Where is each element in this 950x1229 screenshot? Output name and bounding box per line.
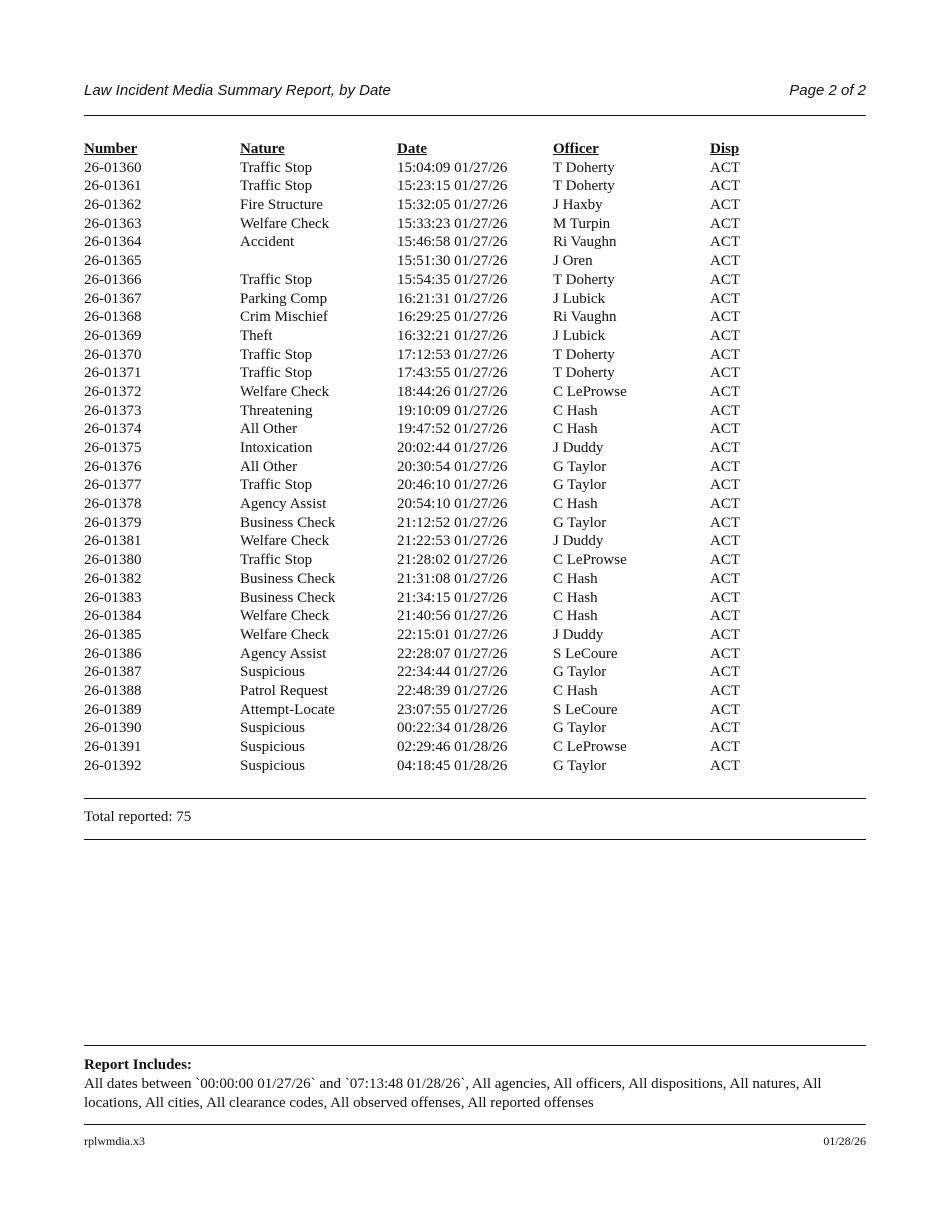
incident-date: 20:46:10 01/27/26: [397, 477, 508, 494]
incident-officer: C LeProwse: [553, 552, 627, 569]
incident-disp: ACT: [710, 720, 740, 737]
incident-date: 21:31:08 01/27/26: [397, 570, 508, 587]
table-row: [84, 196, 866, 215]
incident-number: 26-01362: [84, 197, 142, 214]
incident-number: 26-01372: [84, 383, 142, 400]
incident-nature: Threatening: [240, 402, 313, 419]
incident-officer: J Oren: [553, 253, 593, 270]
table-row: [84, 271, 866, 290]
incident-nature: Fire Structure: [240, 197, 323, 214]
incident-disp: ACT: [710, 739, 740, 755]
incident-date: 21:22:53 01/27/26: [397, 533, 508, 550]
incident-officer: Ri Vaughn: [553, 234, 617, 251]
incident-number: 26-01384: [84, 608, 142, 625]
incident-disp: ACT: [710, 402, 740, 419]
column-header-number: Number: [84, 141, 138, 157]
incident-officer: G Taylor: [553, 514, 607, 531]
incident-number: 26-01370: [84, 346, 142, 363]
incident-date: 20:54:10 01/27/26: [397, 496, 508, 513]
incident-number: 26-01363: [84, 215, 142, 232]
table-row: [84, 215, 866, 234]
incident-officer: Ri Vaughn: [553, 309, 617, 326]
incident-number: 26-01392: [84, 757, 142, 774]
table-row: [84, 252, 866, 271]
table-row: [84, 551, 866, 570]
incident-disp: ACT: [710, 496, 740, 513]
incident-officer: C Hash: [553, 402, 598, 419]
incident-nature: Traffic Stop: [240, 271, 313, 288]
incident-date: 15:51:30 01/27/26: [397, 253, 508, 270]
table-row: [84, 308, 866, 327]
incident-officer: G Taylor: [553, 720, 607, 737]
incident-officer: C LeProwse: [553, 739, 627, 755]
incident-officer: C Hash: [553, 496, 598, 513]
table-row: [84, 589, 866, 608]
table-row: [84, 327, 866, 346]
column-header-date: Date: [397, 141, 427, 157]
table-row: [84, 420, 866, 439]
table-row: [84, 233, 866, 252]
incident-date: 15:04:09 01/27/26: [397, 159, 508, 176]
incident-disp: ACT: [710, 589, 740, 606]
incident-date: 22:48:39 01/27/26: [397, 682, 508, 699]
table-row: [84, 663, 866, 682]
incident-date: 19:47:52 01/27/26: [397, 421, 508, 438]
total-top-divider: [84, 798, 866, 799]
incident-date: 20:02:44 01/27/26: [397, 440, 508, 456]
report-id: rplwmdia.x3: [84, 1134, 145, 1148]
incident-number: 26-01366: [84, 271, 142, 288]
incident-officer: J Lubick: [553, 327, 606, 344]
incident-disp: ACT: [710, 552, 740, 569]
incident-disp: ACT: [710, 197, 740, 214]
incident-disp: ACT: [710, 215, 740, 232]
incident-disp: ACT: [710, 645, 740, 662]
table-row: [84, 607, 866, 626]
table-body: [84, 159, 866, 776]
incident-date: 15:32:05 01/27/26: [397, 197, 508, 214]
table-row: [84, 177, 866, 196]
incident-disp: ACT: [710, 757, 740, 774]
incident-disp: ACT: [710, 253, 740, 270]
incident-nature: Suspicious: [240, 757, 306, 774]
incident-number: 26-01376: [84, 458, 142, 475]
incident-date: 21:12:52 01/27/26: [397, 514, 508, 531]
incident-officer: J Duddy: [553, 626, 604, 643]
incident-nature: Intoxication: [240, 440, 313, 456]
incident-officer: J Lubick: [553, 290, 606, 307]
table-row: [84, 757, 866, 776]
incident-officer: C Hash: [553, 682, 598, 699]
incident-date: 15:54:35 01/27/26: [397, 271, 508, 288]
incident-nature: Agency Assist: [240, 645, 327, 662]
incident-disp: ACT: [710, 159, 740, 176]
incident-officer: C Hash: [553, 570, 598, 587]
table-row: [84, 532, 866, 551]
table-row: [84, 290, 866, 309]
incident-number: 26-01375: [84, 440, 142, 456]
footer-divider: [84, 1124, 866, 1125]
incident-officer: C Hash: [553, 608, 598, 625]
incident-nature: Welfare Check: [240, 215, 330, 232]
incident-nature: All Other: [240, 421, 298, 438]
incident-nature: Agency Assist: [240, 496, 327, 513]
incident-officer: T Doherty: [553, 365, 615, 382]
page-number: Page 2 of 2: [789, 82, 866, 99]
incident-date: 15:46:58 01/27/26: [397, 234, 508, 251]
total-bottom-divider: [84, 839, 866, 840]
incident-date: 15:23:15 01/27/26: [397, 178, 508, 195]
incident-date: 17:43:55 01/27/26: [397, 365, 508, 382]
incident-officer: J Duddy: [553, 440, 604, 456]
incident-nature: Welfare Check: [240, 626, 330, 643]
incident-nature: Business Check: [240, 570, 336, 587]
incident-officer: M Turpin: [553, 215, 611, 232]
incident-date: 21:28:02 01/27/26: [397, 552, 508, 569]
incident-number: 26-01367: [84, 290, 142, 307]
incident-nature: Parking Comp: [240, 290, 328, 307]
incident-number: 26-01379: [84, 514, 142, 531]
incident-officer: T Doherty: [553, 271, 615, 288]
incident-number: 26-01382: [84, 570, 142, 587]
incident-disp: ACT: [710, 701, 740, 718]
incident-number: 26-01388: [84, 682, 142, 699]
incident-officer: S LeCoure: [553, 701, 618, 718]
table-row: [84, 682, 866, 701]
report-includes-label: Report Includes:: [84, 1057, 192, 1073]
incident-number: 26-01387: [84, 664, 142, 681]
incident-disp: ACT: [710, 626, 740, 643]
table-row: [84, 645, 866, 664]
incident-disp: ACT: [710, 271, 740, 288]
table-row: [84, 402, 866, 421]
incident-disp: ACT: [710, 365, 740, 382]
incident-disp: ACT: [710, 533, 740, 550]
incident-date: 02:29:46 01/28/26: [397, 739, 508, 755]
incident-disp: ACT: [710, 290, 740, 307]
incident-number: 26-01381: [84, 533, 142, 550]
table-row: [84, 439, 866, 458]
table-row: [84, 738, 866, 757]
incident-officer: S LeCoure: [553, 645, 618, 662]
table-row: [84, 383, 866, 402]
incident-disp: ACT: [710, 570, 740, 587]
incident-disp: ACT: [710, 664, 740, 681]
incident-number: 26-01365: [84, 253, 142, 270]
incident-date: 00:22:34 01/28/26: [397, 720, 508, 737]
incident-disp: ACT: [710, 458, 740, 475]
incident-number: 26-01369: [84, 327, 142, 344]
table-row: [84, 364, 866, 383]
incident-date: 21:34:15 01/27/26: [397, 589, 508, 606]
incident-number: 26-01390: [84, 720, 142, 737]
incident-number: 26-01361: [84, 178, 142, 195]
incident-officer: G Taylor: [553, 458, 607, 475]
incident-date: 16:32:21 01/27/26: [397, 327, 508, 344]
incident-date: 20:30:54 01/27/26: [397, 458, 508, 475]
incident-nature: Business Check: [240, 514, 336, 531]
incident-nature: Attempt-Locate: [240, 701, 335, 718]
table-row: [84, 719, 866, 738]
incident-disp: ACT: [710, 383, 740, 400]
incident-nature: Welfare Check: [240, 608, 330, 625]
incident-date: 15:33:23 01/27/26: [397, 215, 508, 232]
incident-officer: J Duddy: [553, 533, 604, 550]
incident-officer: C LeProwse: [553, 383, 627, 400]
incident-disp: ACT: [710, 346, 740, 363]
incident-number: 26-01385: [84, 626, 142, 643]
incident-nature: Traffic Stop: [240, 552, 313, 569]
incident-date: 18:44:26 01/27/26: [397, 383, 508, 400]
includes-top-divider: [84, 1045, 866, 1046]
incident-nature: All Other: [240, 458, 298, 475]
column-header-nature: Nature: [240, 141, 285, 157]
incident-disp: ACT: [710, 234, 740, 251]
page-footer: [84, 1134, 866, 1150]
incident-nature: Traffic Stop: [240, 346, 313, 363]
incident-officer: T Doherty: [553, 159, 615, 176]
incident-disp: ACT: [710, 682, 740, 699]
incident-nature: Traffic Stop: [240, 159, 313, 176]
incident-officer: J Haxby: [553, 197, 603, 214]
incident-date: 19:10:09 01/27/26: [397, 402, 508, 419]
incident-officer: T Doherty: [553, 178, 615, 195]
column-header-disp: Disp: [710, 141, 740, 157]
incident-disp: ACT: [710, 178, 740, 195]
incident-table: [84, 140, 866, 775]
incident-nature: Traffic Stop: [240, 178, 313, 195]
incident-number: 26-01383: [84, 589, 142, 606]
incident-date: 21:40:56 01/27/26: [397, 608, 508, 625]
incident-disp: ACT: [710, 477, 740, 494]
incident-nature: Suspicious: [240, 739, 306, 755]
incident-number: 26-01377: [84, 477, 142, 494]
incident-number: 26-01374: [84, 421, 142, 438]
incident-nature: Suspicious: [240, 664, 306, 681]
incident-number: 26-01368: [84, 309, 142, 326]
incident-number: 26-01386: [84, 645, 142, 662]
table-header-row: [84, 140, 866, 159]
incident-nature: Welfare Check: [240, 533, 330, 550]
incident-officer: C Hash: [553, 589, 598, 606]
print-date: 01/28/26: [823, 1134, 866, 1148]
incident-nature: Theft: [240, 327, 273, 344]
column-header-officer: Officer: [553, 141, 599, 157]
incident-number: 26-01364: [84, 234, 142, 251]
incident-disp: ACT: [710, 514, 740, 531]
page-header: [84, 82, 866, 104]
incident-officer: G Taylor: [553, 757, 607, 774]
incident-disp: ACT: [710, 309, 740, 326]
incident-date: 04:18:45 01/28/26: [397, 757, 508, 774]
table-row: [84, 626, 866, 645]
table-row: [84, 346, 866, 365]
incident-date: 22:15:01 01/27/26: [397, 626, 508, 643]
report-title: Law Incident Media Summary Report, by Date: [84, 82, 391, 99]
header-divider: [84, 115, 866, 116]
incident-disp: ACT: [710, 421, 740, 438]
incident-officer: G Taylor: [553, 664, 607, 681]
incident-officer: T Doherty: [553, 346, 615, 363]
incident-officer: G Taylor: [553, 477, 607, 494]
incident-disp: ACT: [710, 327, 740, 344]
incident-number: 26-01360: [84, 159, 142, 176]
table-row: [84, 458, 866, 477]
incident-nature: Accident: [240, 234, 295, 251]
incident-date: 22:34:44 01/27/26: [397, 664, 508, 681]
incident-nature: Traffic Stop: [240, 365, 313, 382]
incident-number: 26-01371: [84, 365, 142, 382]
incident-date: 17:12:53 01/27/26: [397, 346, 508, 363]
total-reported: Total reported: 75: [84, 809, 192, 825]
incident-disp: ACT: [710, 440, 740, 456]
incident-nature: Traffic Stop: [240, 477, 313, 494]
incident-number: 26-01389: [84, 701, 142, 718]
incident-date: 16:29:25 01/27/26: [397, 309, 508, 326]
incident-nature: Welfare Check: [240, 383, 330, 400]
incident-date: 16:21:31 01/27/26: [397, 290, 508, 307]
incident-number: 26-01378: [84, 496, 142, 513]
incident-disp: ACT: [710, 608, 740, 625]
table-row: [84, 514, 866, 533]
table-row: [84, 495, 866, 514]
table-row: [84, 159, 866, 178]
incident-number: 26-01373: [84, 402, 142, 419]
table-row: [84, 701, 866, 720]
incident-number: 26-01380: [84, 552, 142, 569]
report-includes: [84, 1056, 866, 1113]
report-includes-text: All dates between `00:00:00 01/27/26` and `07:13:48 01/28/26`, All agencies, All officers, All dispositions, All natures, All locations, All cities, All clearance codes, All observed offenses, All reported offenses: [84, 1076, 822, 1111]
incident-nature: Business Check: [240, 589, 336, 606]
incident-officer: C Hash: [553, 421, 598, 438]
incident-date: 23:07:55 01/27/26: [397, 701, 508, 718]
incident-nature: Crim Mischief: [240, 309, 328, 326]
incident-nature: Patrol Request: [240, 682, 328, 699]
incident-date: 22:28:07 01/27/26: [397, 645, 508, 662]
incident-nature: Suspicious: [240, 720, 306, 737]
incident-number: 26-01391: [84, 739, 142, 755]
table-row: [84, 476, 866, 495]
table-row: [84, 570, 866, 589]
